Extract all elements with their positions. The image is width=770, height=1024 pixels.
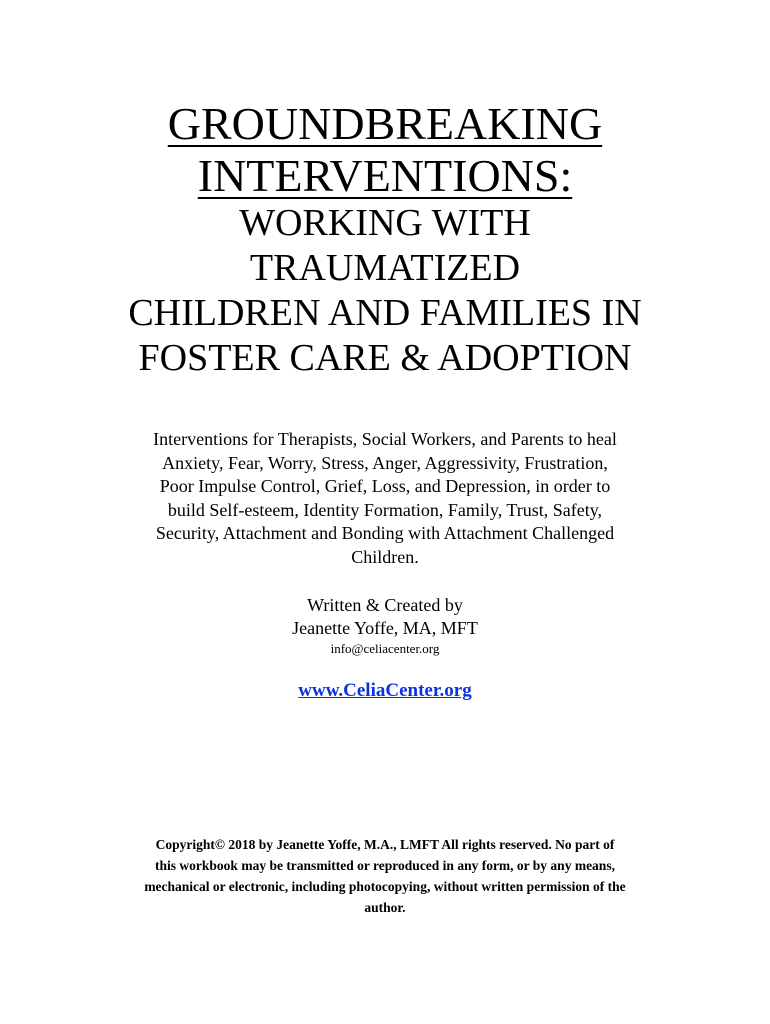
- written-by-text: Written & Created by: [307, 595, 463, 615]
- subtitle-line-1: WORKING WITH: [239, 202, 531, 244]
- main-title-line-2: INTERVENTIONS:: [197, 150, 573, 201]
- copyright-line-1: Copyright© 2018 by Jeanette Yoffe, M.A., LMFT All rights reserved. No part of: [155, 837, 615, 852]
- subtitle-line-2: TRAUMATIZED: [249, 247, 521, 289]
- subtitle-line-4: FOSTER CARE & ADOPTION: [138, 337, 632, 379]
- website-link[interactable]: www.CeliaCenter.org: [298, 680, 472, 701]
- copyright-line-4: author.: [364, 900, 406, 915]
- description-paragraph: [100, 428, 670, 569]
- main-title-line-1: GROUNDBREAKING: [167, 98, 603, 149]
- description-line-2: Anxiety, Fear, Worry, Stress, Anger, Aggressivity, Frustration,: [162, 452, 608, 473]
- author-credit: [0, 594, 770, 657]
- main-title: [0, 98, 770, 202]
- copyright-line-3: mechanical or electronic, including photocopying, without written permission of the: [144, 879, 626, 894]
- description-line-3: Poor Impulse Control, Grief, Loss, and Depression, in order to: [159, 476, 611, 496]
- author-email: info@celiacenter.org: [330, 641, 440, 656]
- copyright-line-2: this workbook may be transmitted or reproduced in any form, or by any means,: [155, 858, 615, 873]
- author-name: Jeanette Yoffe, MA, MFT: [292, 618, 478, 638]
- copyright-notice: [0, 834, 770, 918]
- description-line-5: Security, Attachment and Bonding with Attachment Challenged: [155, 523, 615, 543]
- subtitle-line-3: CHILDREN AND FAMILIES IN: [128, 292, 642, 334]
- subtitle: [0, 201, 770, 381]
- description-line-1: Interventions for Therapists, Social Workers, and Parents to heal: [153, 429, 617, 449]
- description-line-4: build Self-esteem, Identity Formation, Family, Trust, Safety,: [167, 499, 603, 520]
- website-line: [0, 680, 770, 702]
- description-line-6: Children.: [351, 546, 419, 567]
